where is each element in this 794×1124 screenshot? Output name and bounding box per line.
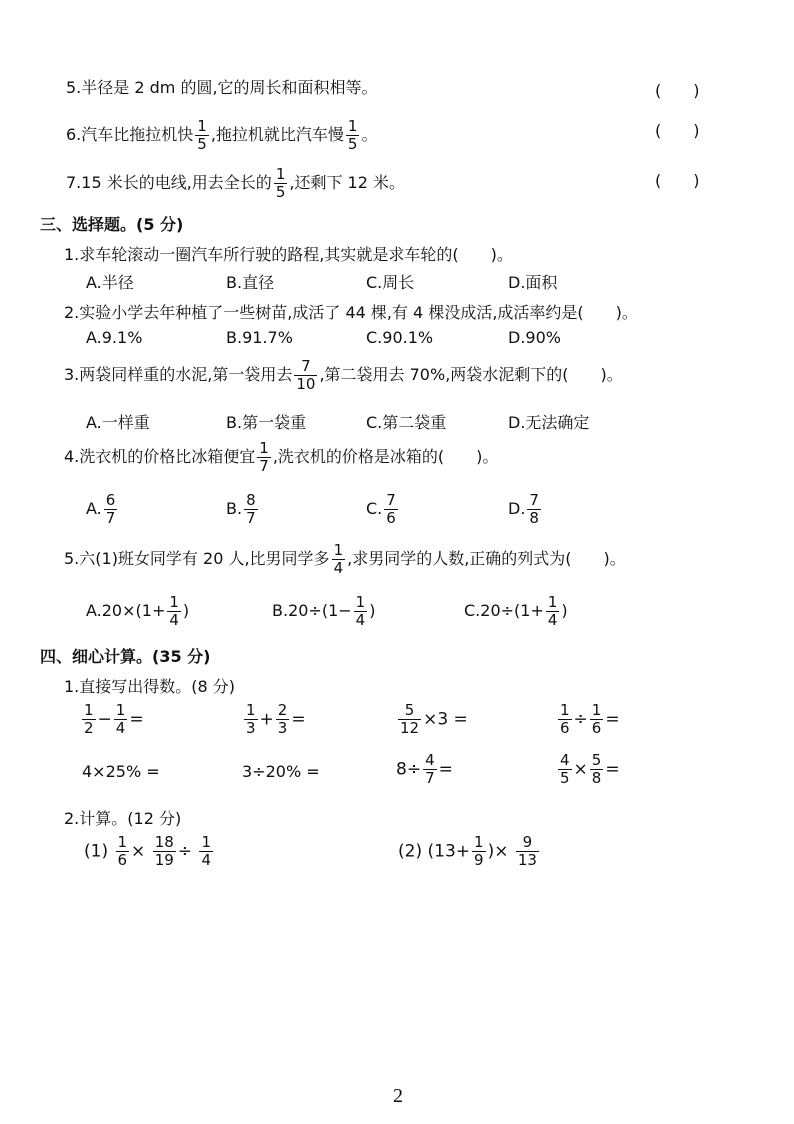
option-d[interactable]: D. $\frac{7}{8}$: [508, 491, 539, 527]
calc-7: 8÷ $\frac{4}{7}$ =: [396, 751, 453, 787]
choice-q2: 2.实验小学去年种植了一些树苗,成活了 44 棵,有 4 棵没成活,成活率约是( )。: [64, 303, 638, 322]
option-d[interactable]: D.无法确定: [508, 413, 590, 432]
choice-q5: 5.六(1)班女同学有 20 人,比男同学多 $\frac{1}{4}$ ,求男同学的人数,正确的列式为( )。: [64, 541, 626, 577]
calc-problem-1: (1) $\frac{1}{6}$ × $\frac{18}{19}$ ÷ $\frac{1}{4}$: [84, 833, 211, 869]
fraction: $\frac{1}{4}$: [333, 541, 344, 577]
option-b[interactable]: B.20÷(1− $\frac{1}{4}$ ): [272, 593, 376, 629]
section-3-title: 三、选择题。(5 分): [40, 215, 184, 234]
subsection-1-title: 1.直接写出得数。(8 分): [64, 677, 236, 696]
option-a[interactable]: A.一样重: [86, 413, 150, 432]
option-a[interactable]: A. $\frac{6}{7}$: [86, 491, 116, 527]
option-c[interactable]: C.90.1%: [366, 328, 434, 347]
answer-bracket[interactable]: ( ): [655, 121, 700, 140]
calc-8: $\frac{4}{5}$ × $\frac{5}{8}$ =: [560, 751, 620, 787]
option-b[interactable]: B.直径: [226, 273, 275, 292]
option-c[interactable]: C. $\frac{7}{6}$: [366, 491, 396, 527]
fraction: $\frac{7}{10}$: [296, 357, 316, 393]
calc-6: 3÷20% =: [242, 762, 320, 781]
option-a[interactable]: A.9.1%: [86, 328, 143, 347]
section-4-title: 四、细心计算。(35 分): [40, 647, 211, 666]
calc-1: $\frac{1}{2}$ − $\frac{1}{4}$ =: [84, 701, 144, 737]
option-c[interactable]: C.周长: [366, 273, 415, 292]
option-c[interactable]: C.20÷(1+ $\frac{1}{4}$ ): [464, 593, 568, 629]
option-c[interactable]: C.第二袋重: [366, 413, 447, 432]
choice-q3: 3.两袋同样重的水泥,第一袋用去 $\frac{7}{10}$ ,第二袋用去 70%,两袋水泥剩下的( )。: [64, 357, 623, 393]
option-b[interactable]: B. $\frac{8}{7}$: [226, 491, 256, 527]
judge-q6: 6.汽车比拖拉机快 $\frac{1}{5}$ ,拖拉机就比汽车慢 $\frac{1}{5}$ 。: [66, 117, 378, 153]
choice-q1: 1.求车轮滚动一圈汽车所行驶的路程,其实就是求车轮的( )。: [64, 245, 513, 264]
option-b[interactable]: B.91.7%: [226, 328, 293, 347]
subsection-2-title: 2.计算。(12 分): [64, 809, 182, 828]
calc-3: $\frac{5}{12}$ ×3 =: [400, 701, 468, 737]
fraction: $\frac{1}{5}$: [275, 165, 286, 201]
calc-problem-2: (2) (13+ $\frac{1}{9}$ )× $\frac{9}{13}$: [398, 833, 537, 869]
option-a[interactable]: A.20×(1+ $\frac{1}{4}$ ): [86, 593, 190, 629]
calc-4: $\frac{1}{6}$ ÷ $\frac{1}{6}$ =: [560, 701, 620, 737]
judge-q7: 7.15 米长的电线,用去全长的 $\frac{1}{5}$ ,还剩下 12 米。: [66, 165, 405, 201]
fraction: $\frac{1}{5}$: [197, 117, 207, 153]
option-b[interactable]: B.第一袋重: [226, 413, 307, 432]
option-a[interactable]: A.半径: [86, 273, 134, 292]
fraction: $\frac{1}{5}$: [347, 117, 358, 153]
option-d[interactable]: D.面积: [508, 273, 558, 292]
page-number: 2: [393, 1085, 403, 1107]
answer-bracket[interactable]: ( ): [655, 171, 700, 190]
option-d[interactable]: D.90%: [508, 328, 561, 347]
calc-2: $\frac{1}{3}$ + $\frac{2}{3}$ =: [246, 701, 306, 737]
choice-q4: 4.洗衣机的价格比冰箱便宜 $\frac{1}{7}$ ,洗衣机的价格是冰箱的( )。: [64, 439, 499, 475]
calc-5: 4×25% =: [82, 762, 160, 781]
fraction: $\frac{1}{7}$: [259, 439, 269, 475]
answer-bracket[interactable]: ( ): [655, 81, 700, 100]
